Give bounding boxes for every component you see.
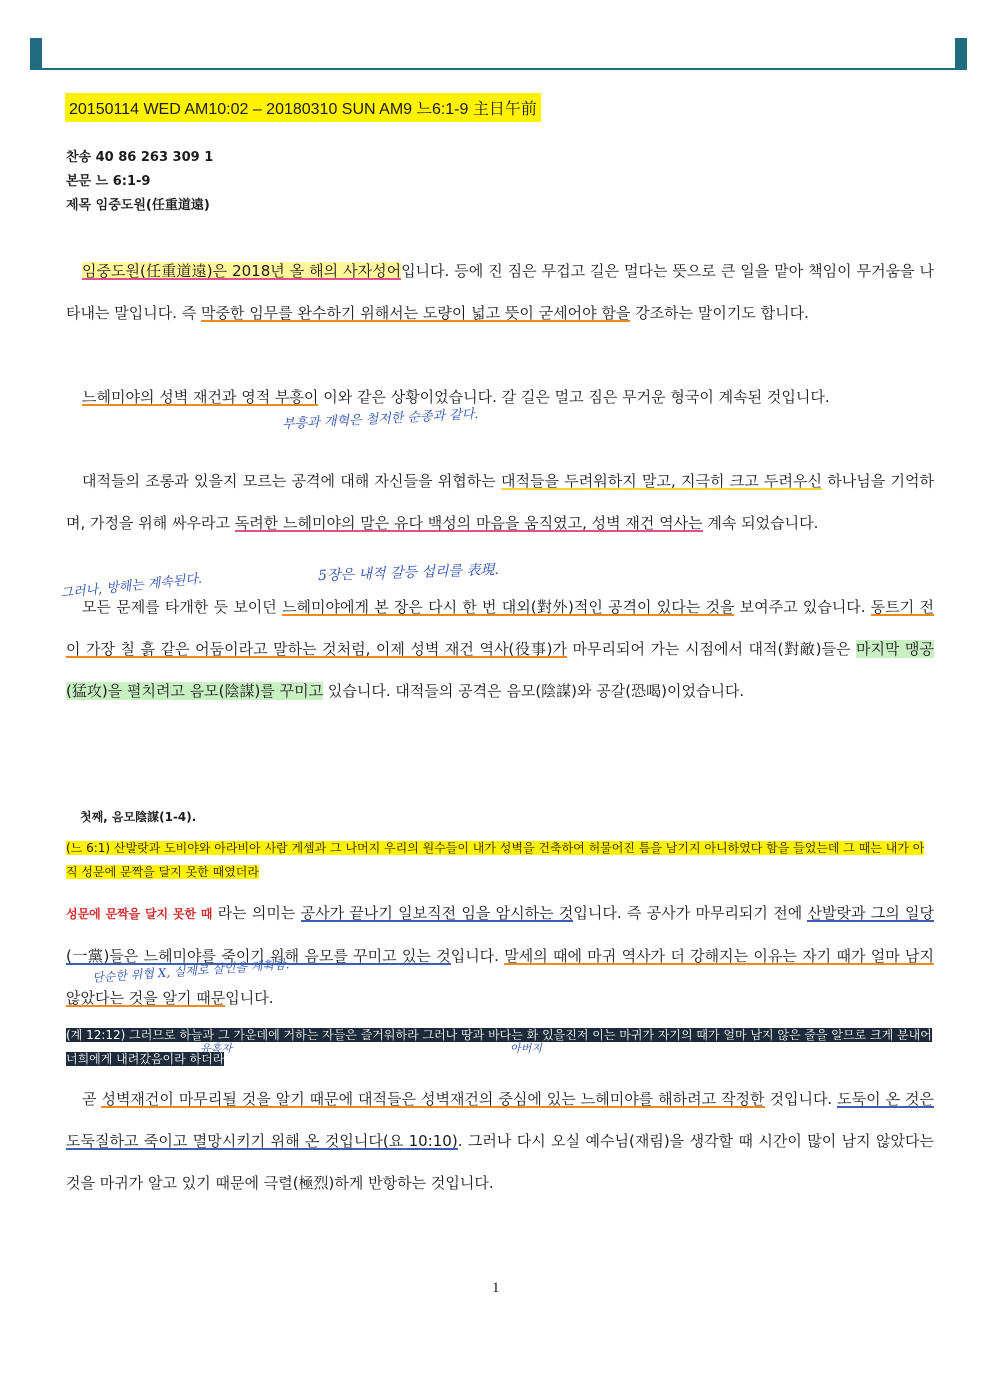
scripture-text: 본문 느 6:1-9 (66, 174, 151, 189)
highlight-span: 공사가 끝나기 일보직전 임을 암시하는 것 (300, 904, 574, 922)
sermon-date-header: 20150114 WED AM10:02 – 20180310 SUN AM9 느6:1-9 主日午前 (65, 93, 541, 122)
text-span: 입니다. 즉 공사가 마무리되기 전에 (573, 904, 808, 922)
paragraph-2 (66, 376, 934, 418)
highlight-span: 동트기 전이 가장 칠 흙 같은 어둠이라고 말하는 것처럼, 이제 성벽 재건 역사(役事)가 (66, 598, 934, 658)
text-span: 계속 되었습니다. (702, 514, 819, 532)
text-span: 있습니다. 대적들의 공격은 음모(陰謀)와 공갈(恐喝)이었습니다. (323, 682, 745, 700)
text-span: 강조하는 말이기도 합니다. (630, 304, 809, 322)
text-span: 이와 같은 상황이었습니다. 갈 길은 멀고 짐은 무거운 형국이 계속된 것입니다. (318, 388, 830, 406)
highlight-span: 성벽재건이 마무리될 것을 알기 때문에 대적들은 성벽재건의 중심에 있는 느헤미야를 해하려고 작정한 (101, 1090, 765, 1108)
paragraph-4 (66, 586, 934, 712)
text-span: 입니다. 등에 진 짐은 무겁고 길은 멀다는 뜻으로 큰 일을 맡아 책임이 무거움을 나타내는 말입니다. 즉 (66, 262, 935, 322)
sermon-title: 제목 임중도원(任重道遠) (66, 198, 210, 213)
hymn-numbers: 찬송 40 86 263 309 1 (66, 150, 214, 165)
verse-text: (계 12:12) 그러므로 하늘과 그 가운데에 거하는 자들은 즐거워하라 그러나 땅과 바다는 화 있을진저 이는 마귀가 자기의 때가 얼마 남지 않은 줄을 알므로 크게 분내어 너희에게 내려갔음이라 하더라 (66, 1028, 932, 1066)
paragraph-6 (66, 1078, 934, 1204)
header-bar-left (30, 38, 42, 70)
highlight-span: 도둑이 온 것은 도둑질하고 죽이고 멸망시키기 위해 온 것입니다(요 10:10) (66, 1090, 935, 1150)
paragraph-1 (66, 250, 934, 334)
paragraph-5 (66, 892, 934, 1019)
handwritten-note: 단순한 위협 X, 실제로 살인을 계획함. (91, 957, 290, 985)
header-rule (30, 68, 967, 70)
highlight-span: 임중도원(任重道遠)은 2018년 올 해의 사자성어 (82, 262, 402, 280)
text-span: 입니다. (225, 989, 274, 1007)
highlight-span: 느헤미야의 성벽 재건과 영적 부흥이 (82, 388, 319, 406)
handwritten-note: 아버지 (510, 1042, 542, 1055)
red-emphasis: 성문에 문짝을 달지 못한 때 (66, 907, 213, 921)
page-number: 1 (492, 1280, 500, 1296)
text-span: 보여주고 있습니다. (734, 598, 871, 616)
handwritten-note: 부흥과 개혁은 철저한 순종과 같다. (281, 406, 479, 433)
verse-nehemiah-6-1 (66, 836, 934, 884)
highlight-span: 대적들을 두려워하지 말고, 지극히 크고 두려우신 (501, 472, 822, 490)
highlight-span: 막중한 임무를 완수하기 위해서는 도량이 넓고 뜻이 굳세어야 함을 (201, 304, 631, 322)
section-title-1: 첫째, 음모陰謀(1-4). (80, 810, 197, 824)
text-span: 모든 문제를 타개한 듯 보이던 (82, 598, 283, 616)
paragraph-3 (66, 460, 934, 544)
highlight-span: 말세의 때에 마귀 역사가 더 강해지는 이유는 자기 때가 얼마 남지 않았다는 것을 알기 때문 (66, 947, 934, 1007)
text-span: 곧 (82, 1090, 102, 1108)
text-span: 하나님을 기억하며, 가정을 위해 싸우라고 (66, 472, 934, 532)
text-span: 대적들의 조롱과 있을지 모르는 공격에 대해 자신들을 위협하는 (82, 472, 502, 490)
text-span: 것입니다. (764, 1090, 838, 1108)
handwritten-note: 유혹자 (200, 1042, 232, 1055)
text-span: 라는 의미는 (212, 904, 301, 922)
handwritten-note: 5장은 내적 갈등 섭리를 表現. (317, 561, 500, 585)
handwritten-note: 그러나, 방해는 계속된다. (59, 571, 203, 602)
highlight-span: 느헤미야에게 본 장은 다시 한 번 대외(對外)적인 공격이 있다는 것을 (282, 598, 735, 616)
highlight-span: 산발랏과 그의 일당(一黨)들은 느헤미야를 죽이기 위해 음모를 꾸미고 있는 것 (66, 904, 934, 965)
verse-revelation-12-12 (66, 1023, 934, 1071)
verse-text: (느 6:1) 산발랏과 도비야와 아라비아 사람 게셈과 그 나머지 우리의 원수들이 내가 성벽을 건축하여 허물어진 틈을 남기지 아니하였다 함을 들었는데 그 때는 내가 아직 성문에 문짝을 달지 못한 때였더라 (66, 841, 925, 879)
highlight-span: 마지막 맹공(猛攻)을 펼치려고 음모(陰謀)를 꾸미고 (66, 640, 935, 700)
text-span: 마무리되어 가는 시점에서 대적(對敵)들은 (566, 640, 857, 658)
text-span: . 그러나 다시 오실 예수님(재림)을 생각할 때 시간이 많이 남지 않았다는 것을 마귀가 알고 있기 때문에 극렬(極烈)하게 반항하는 것입니다. (66, 1132, 934, 1192)
highlight-span: 독려한 느헤미야의 말은 유다 백성의 마음을 움직였고, 성벽 재건 역사는 (234, 514, 703, 532)
text-span: 입니다. (450, 947, 505, 965)
header-bar-right (955, 38, 967, 70)
